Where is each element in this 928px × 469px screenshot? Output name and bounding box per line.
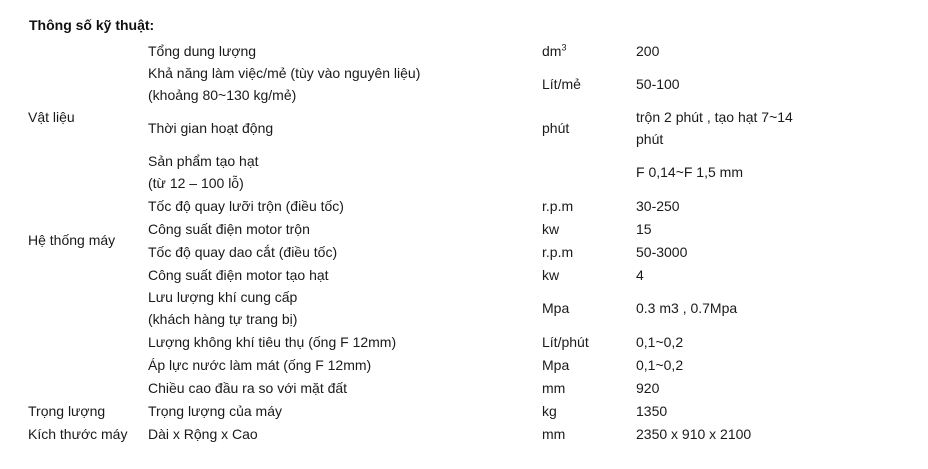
spec-value: 4 [636, 266, 644, 283]
spec-item: Lượng không khí tiêu thụ (ống F 12mm) [148, 333, 397, 350]
spec-item: Công suất điện motor trộn [148, 220, 310, 237]
spec-unit: $dm^3$ [542, 41, 567, 59]
table-row [24, 106, 840, 150]
spec-item: Áp lực nước làm mát (ống F 12mm) [148, 356, 372, 373]
spec-value: 0.3 m3 , 0.7Mpa [636, 300, 738, 316]
spec-unit: Mpa [542, 300, 570, 316]
spec-value: 15 [636, 220, 652, 237]
spec-item: Công suất điện motor tạo hạt [148, 266, 329, 283]
table-row [24, 376, 840, 399]
spec-item: Trọng lượng của máy [148, 402, 282, 419]
spec-value: 0,1~0,2 [636, 333, 684, 350]
table-row [24, 62, 840, 106]
spec-value: trộn 2 phút , tạo hạt 7~14 phút [636, 109, 793, 147]
spec-value: F 0,14~F 1,5 mm [636, 164, 743, 180]
table-row [24, 39, 840, 62]
table-row [24, 217, 840, 240]
spec-table [24, 39, 840, 445]
spec-item: Thời gian hoạt động [148, 120, 274, 136]
spec-unit: kw [542, 220, 560, 237]
spec-unit [538, 150, 632, 194]
spec-unit: mm [542, 379, 566, 396]
spec-unit: mm [542, 425, 566, 442]
spec-item: Dài x Rộng x Cao [148, 425, 258, 442]
spec-value: 0,1~0,2 [636, 356, 684, 373]
spec-item: Khả năng làm việc/mẻ (tùy vào nguyên liệu) (khoảng 80~130 kg/mẻ) [148, 65, 421, 103]
spec-item: Chiều cao đầu ra so với mặt đất [148, 379, 348, 396]
spec-value: 50-100 [636, 76, 680, 92]
spec-item: Tốc độ quay lưỡi trộn (điều tốc) [148, 197, 344, 214]
table-row [24, 150, 840, 194]
category-material: Vật liệu [28, 108, 75, 125]
spec-value: 2350 x 910 x 2100 [636, 425, 752, 442]
table-row [24, 330, 840, 353]
spec-unit: r.p.m [542, 197, 574, 214]
spec-unit: Lít/mẻ [542, 76, 581, 92]
spec-unit: kw [542, 266, 560, 283]
category-system: Hệ thống máy [28, 232, 116, 248]
spec-value: 50-3000 [636, 243, 688, 260]
spec-item: Lưu lượng khí cung cấp (khách hàng tự trang bị) [148, 289, 298, 327]
spec-value: 1350 [636, 402, 668, 419]
spec-unit: r.p.m [542, 243, 574, 260]
spec-unit: kg [542, 402, 557, 419]
table-row [24, 399, 840, 422]
spec-value: 920 [636, 379, 660, 396]
table-row [24, 240, 840, 263]
category-blank [24, 286, 144, 399]
spec-item: Tốc độ quay dao cắt (điều tốc) [148, 243, 338, 260]
spec-value: 30-250 [636, 197, 680, 214]
table-row [24, 353, 840, 376]
spec-value: 200 [636, 42, 660, 59]
table-row [24, 422, 840, 445]
spec-unit: Mpa [542, 356, 570, 373]
category-weight: Trọng lượng [28, 402, 106, 419]
table-row [24, 194, 840, 217]
spec-item: Tổng dung lượng [148, 42, 257, 59]
spec-unit: Lít/phút [542, 333, 589, 350]
table-row [24, 286, 840, 330]
spec-item: Sản phẩm tạo hạt (từ 12 – 100 lỗ) [148, 153, 259, 191]
spec-heading: Thông số kỹ thuật: [29, 17, 155, 33]
table-row [24, 263, 840, 286]
spec-unit: phút [542, 120, 570, 136]
category-dimension: Kích thước máy [28, 425, 128, 442]
